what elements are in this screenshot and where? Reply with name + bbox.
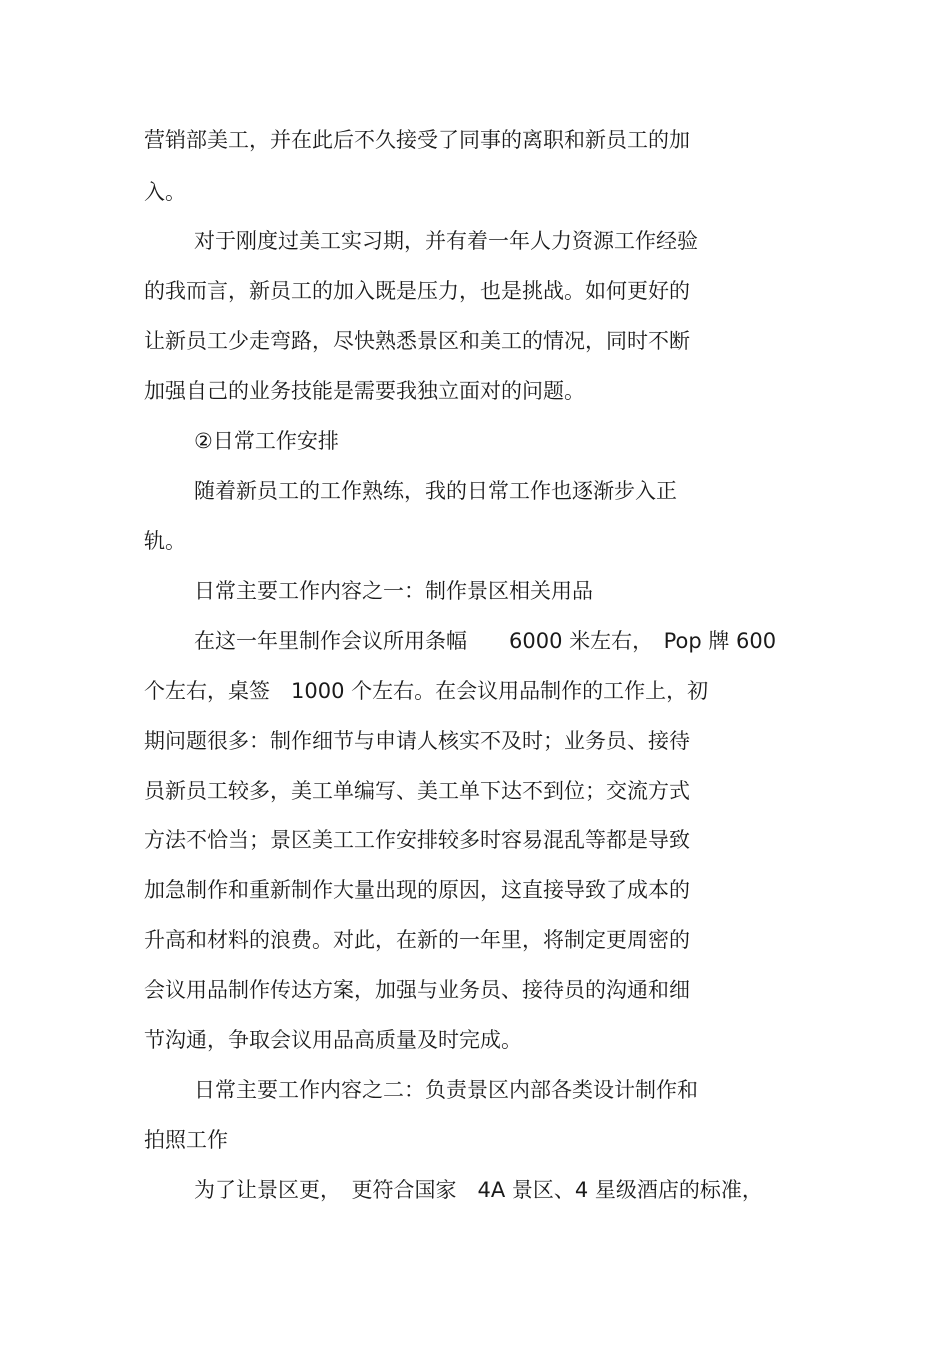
- text-line: 会议用品制作传达方案，加强与业务员、接待员的沟通和细: [144, 978, 690, 1002]
- subheading: 日常主要工作内容之二：负责景区内部各类设计制作和: [194, 1078, 698, 1102]
- text-line: 期问题很多：制作细节与申请人核实不及时；业务员、接待: [144, 729, 690, 753]
- text-line: 营销部美工，并在此后不久接受了同事的离职和新员工的加: [144, 128, 690, 152]
- text-line: 拍照工作: [144, 1128, 228, 1152]
- text-line: 入。: [144, 180, 186, 204]
- text-line: 对于刚度过美工实习期，并有着一年人力资源工作经验: [194, 229, 698, 253]
- text-line: 为了让景区更， 更符合国家 4A 景区、4 星级酒店的标准，: [194, 1178, 763, 1202]
- text-line: 的我而言，新员工的加入既是压力，也是挑战。如何更好的: [144, 279, 690, 303]
- text-line: 让新员工少走弯路，尽快熟悉景区和美工的情况，同时不断: [144, 329, 690, 353]
- text-line: 在这一年里制作会议所用条幅 6000 米左右， Pop 牌 600: [194, 629, 777, 653]
- text-line: 员新员工较多，美工单编写、美工单下达不到位；交流方式: [144, 779, 690, 803]
- text-line: 节沟通，争取会议用品高质量及时完成。: [144, 1028, 522, 1052]
- section-heading: ②日常工作安排: [194, 429, 339, 453]
- text-line: 加强自己的业务技能是需要我独立面对的问题。: [144, 379, 585, 403]
- text-line: 加急制作和重新制作大量出现的原因，这直接导致了成本的: [144, 878, 690, 902]
- subheading: 日常主要工作内容之一：制作景区相关用品: [194, 579, 593, 603]
- text-line: 方法不恰当；景区美工工作安排较多时容易混乱等都是导致: [144, 828, 690, 852]
- text-line: 轨。: [144, 529, 186, 553]
- text-line: 升高和材料的浪费。对此，在新的一年里，将制定更周密的: [144, 928, 690, 952]
- text-line: 随着新员工的工作熟练，我的日常工作也逐渐步入正: [194, 479, 677, 503]
- text-line: 个左右，桌签 1000 个左右。在会议用品制作的工作上，初: [144, 679, 709, 703]
